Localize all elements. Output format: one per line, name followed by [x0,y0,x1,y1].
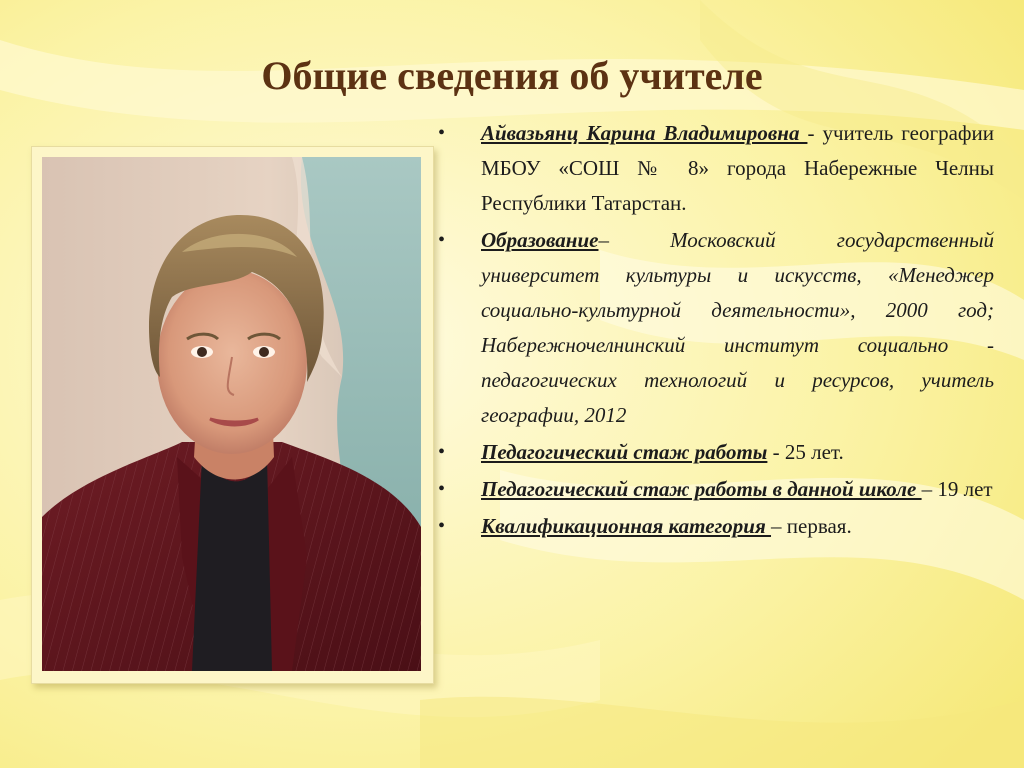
teacher-position: - учитель географии МБОУ «СОШ № 8» города Набережные Челны Республики Татарстан. [481,121,994,215]
list-item [438,435,994,470]
experience-label: Педагогический стаж работы [481,440,768,464]
teacher-info-list [438,116,994,546]
list-item [438,116,994,221]
portrait-photo [42,157,421,671]
bullet-icon: • [438,515,446,537]
education-label: Образование [481,228,599,252]
bullet-icon: • [438,441,446,463]
teacher-name: Айвазьянц Карина Владимировна [481,121,808,145]
slide-title: Общие сведения об учителе [261,53,763,98]
school-experience-label: Педагогический стаж работы в данной школе [481,477,922,501]
list-item [438,472,994,507]
category-label: Квалификационная категория [481,514,772,538]
school-experience-value: – 19 лет [921,477,993,501]
bullet-icon: • [438,122,446,144]
bullet-icon: • [438,478,446,500]
list-item [438,509,994,544]
bullet-icon: • [438,229,446,251]
list-item [438,223,994,433]
photo-frame [31,146,434,684]
education-text: – Московский государственный университет культуры и искусств, «Менеджер социально-культурной деятельности», 2000 год; Набережночелнинский институт социально - педагогических технологий и ресурсов, учитель географии, 2012 [481,228,994,427]
category-value: – первая. [771,514,852,538]
experience-value: - 25 лет. [767,440,844,464]
